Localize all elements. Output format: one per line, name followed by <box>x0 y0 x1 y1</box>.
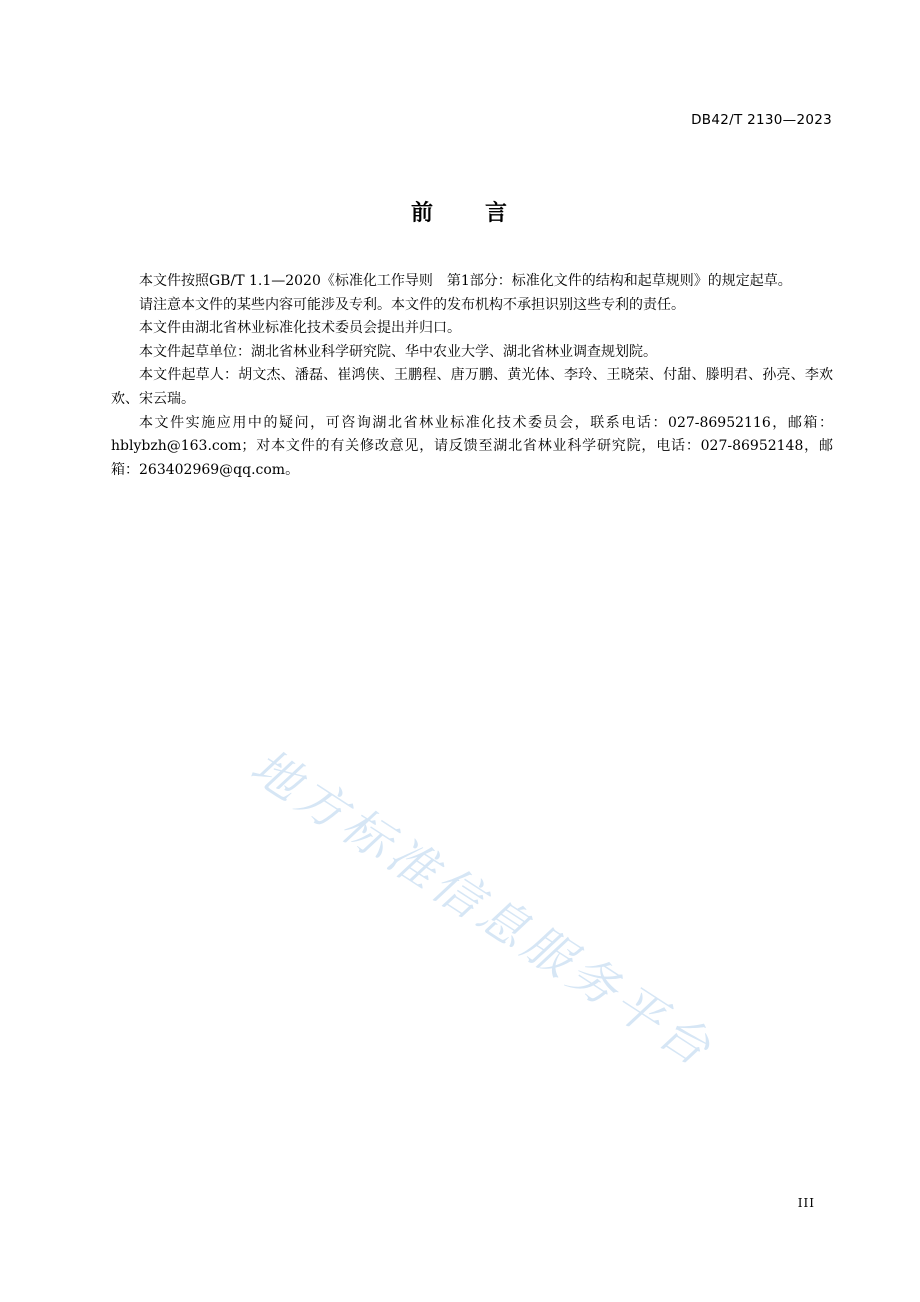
foreword-body <box>111 270 833 482</box>
title-char-1: 前 <box>410 201 435 226</box>
watermark: 地方标准信息服务平台 <box>240 738 725 1080</box>
paragraph-drafting-rules: 本文件按照GB/T 1.1—2020《标准化工作导则 第1部分：标准化文件的结构和起草规则》的规定起草。 <box>139 273 792 289</box>
paragraph-drafting-units: 本文件起草单位：湖北省林业科学研究院、华中农业大学、湖北省林业调查规划院。 <box>139 343 657 360</box>
paragraph-proposer: 本文件由湖北省林业标准化技术委员会提出并归口。 <box>139 320 461 337</box>
paragraph-drafters: 本文件起草人：胡文杰、潘磊、崔鸿侠、王鹏程、唐万鹏、黄光体、李玲、王晓荣、付甜、滕明君、孙亮、李欢欢、宋云瑞。 <box>111 367 833 407</box>
page-number: III <box>797 1196 815 1210</box>
title-char-2: 言 <box>485 201 510 226</box>
page-title <box>0 196 920 227</box>
document-code: DB42/T 2130—2023 <box>691 112 832 128</box>
paragraph-contact: 本文件实施应用中的疑问，可咨询湖北省林业标准化技术委员会，联系电话：027-86952116，邮箱：hblybzh@163.com；对本文件的有关修改意见，请反馈至湖北省林业科学研究院，电话：027-86952148，邮箱：263402969@qq.com。 <box>111 414 833 478</box>
paragraph-patent-notice: 请注意本文件的某些内容可能涉及专利。本文件的发布机构不承担识别这些专利的责任。 <box>139 296 685 313</box>
